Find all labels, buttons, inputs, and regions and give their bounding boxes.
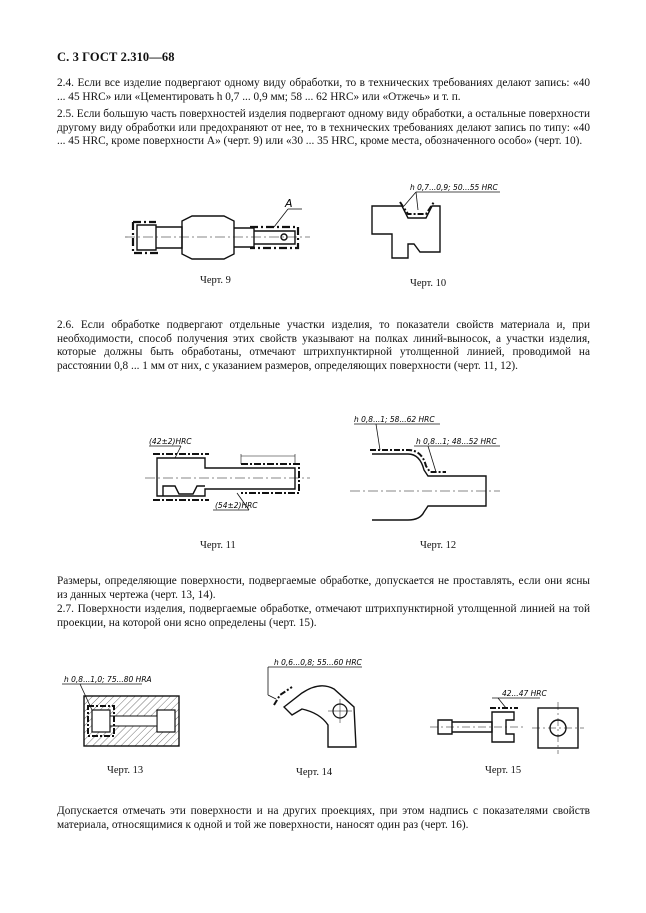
caption-figure-14: Черт. 14: [296, 767, 333, 778]
label-f12-hardness-top: h 0,8...1; 58...62 HRC: [354, 415, 435, 424]
figure-9-shaft-drawing: [120, 196, 320, 271]
figure-14-lever-drawing: [262, 655, 382, 755]
paragraph-2-6: 2.6. Если обработке подвергают отдельные участки изделия, то показатели свойств материала и, при необходимости, способ получения этих свойств указывают на полках линий-выносок, а участки изделия, которые должны быть обработаны, отмечают штрихпунктирной утолщенной линией, проводимой на расстоянии 0,8 ... 1 мм от них, с указанием размеров, определяющих поверхности (черт. 11, 12).: [57, 319, 590, 372]
caption-figure-15: Черт. 15: [485, 765, 522, 776]
figure-13-bushing-drawing: [62, 670, 192, 760]
caption-figure-12: Черт. 12: [420, 540, 457, 551]
caption-figure-10: Черт. 10: [410, 278, 447, 289]
paragraph-dimensions: Размеры, определяющие поверхности, подвергаемые обработке, допускается не проставлять, если они ясны из данных чертежа (черт. 13, 14).: [57, 575, 590, 601]
figure-10-block-drawing: [360, 180, 520, 270]
paragraph-2-4: 2.4. Если все изделие подвергают одному виду обработки, то в технических требованиях делают запись: «40 ... 45 HRC» или «Цементировать h 0,7 ... 0,9 мм; 58 ... 62 HRC» или «Отжечь» и т. п.: [57, 77, 590, 103]
figure-12-shaft-drawing: [350, 410, 510, 525]
paragraph-2-7: 2.7. Поверхности изделия, подвергаемые обработке, отмечают штрихпунктирной утолщенной линией на той проекции, на которой они ясно определены (черт. 15).: [57, 603, 590, 629]
caption-figure-9: Черт. 9: [200, 275, 231, 286]
label-A: A: [285, 197, 293, 210]
paragraph-final: Допускается отмечать эти поверхности и на других проекциях, при этом надпись с показателями свойств материала, относящимися к одной и той же поверхности, наносят один раз (черт. 16).: [57, 805, 590, 831]
label-f11-hardness-bottom: (54±2)HRC: [215, 501, 258, 510]
label-f13-hardness: h 0,8...1,0; 75...80 HRA: [64, 675, 152, 684]
label-f14-hardness: h 0,6...0,8; 55...60 HRC: [274, 658, 362, 667]
figure-15-shaft-drawing: [430, 690, 590, 760]
paragraph-2-5: 2.5. Если большую часть поверхностей изделия подвергают одному виду обработки, а остальные поверхности другому виду обработки или предохраняют от нее, то в технических требованиях делают запись по типу: «40 ... 45 HRC, кроме поверхности А» (черт. 9) или «30 ... 35 HRC, кроме места, обозначенного особо» (черт. 10).: [57, 108, 590, 148]
figure-11-shaft-drawing: [145, 434, 315, 524]
caption-figure-11: Черт. 11: [200, 540, 236, 551]
label-f15-hardness: 42...47 HRC: [502, 689, 547, 698]
page-header: С. 3 ГОСТ 2.310—68: [57, 50, 175, 64]
label-f10-hardness: h 0,7...0,9; 50...55 HRC: [410, 183, 498, 192]
caption-figure-13: Черт. 13: [107, 765, 144, 776]
label-f11-hardness-top: (42±2)HRC: [149, 437, 192, 446]
label-f12-hardness-bottom: h 0,8...1; 48...52 HRC: [416, 437, 497, 446]
